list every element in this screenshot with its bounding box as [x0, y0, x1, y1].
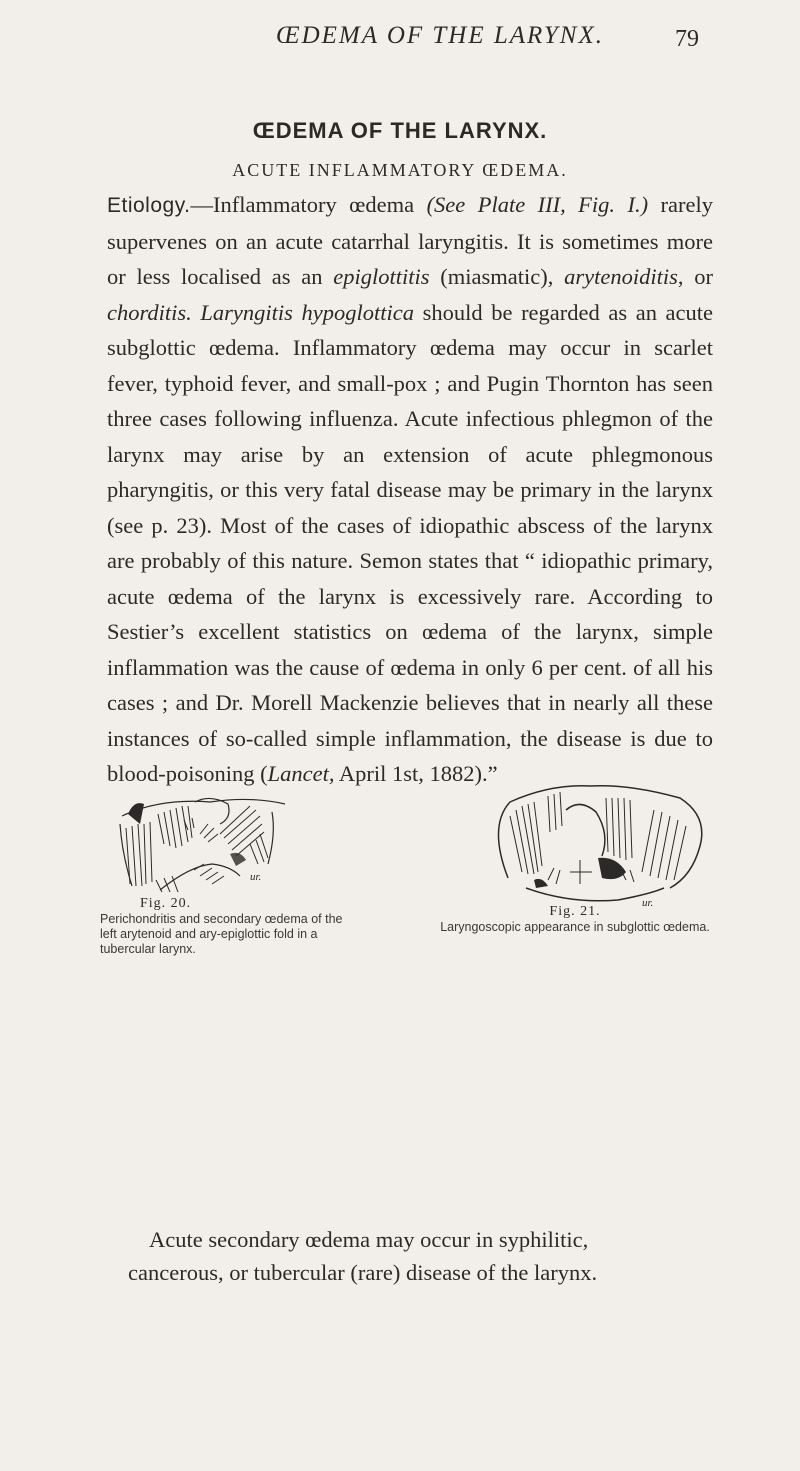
chapter-title: ŒDEMA OF THE LARYNX. [252, 118, 548, 143]
term-epiglottitis: epiglottitis [333, 264, 430, 289]
running-title: ŒDEMA OF THE LARYNX. [276, 22, 604, 49]
figure-20 [100, 794, 360, 957]
figure-21-caption: Laryngoscopic appearance in subglottic œdema. [440, 920, 710, 934]
term-laryngitis-hypoglottica: Laryngitis hypoglottica [200, 299, 415, 325]
text-run: —Inflammatory œdema [190, 192, 427, 217]
etiology-lead: Etiology. [107, 194, 191, 217]
figure-20-illustration [100, 794, 300, 894]
running-head [0, 22, 800, 62]
text-run: rarely supervenes on an acute catarrhal laryngitis. It is sometimes more or less localised as an [107, 192, 713, 289]
term-chorditis: chorditis. [107, 299, 192, 325]
text-run: should be regarded as an acute subglottic œdema. Inflammatory œdema may occur in scarlet fever, typhoid fever, and small-pox ; and Pugin Thornton has seen three cases following influenza. Acute infectious phlegmon of the larynx may arise by an extension of acute phlegmonous pharyngitis, or this very fatal disease may be primary in the larynx (see p. 23). Most of the cases of idiopathic abscess of the larynx are probably of this nature. Semon states that “ idiopathic primary, acute œdema of the larynx is excessively rare. According to Sestier’s excellent statistics on œdema of the larynx, simple inflammation was the cause of œdema in only 6 per cent. of all his cases ; and Dr. Morell Mackenzie believes that in nearly all these instances of so-called simple inflammation, the disease is due to blood-poisoning ( [107, 299, 714, 786]
closing-paragraph [128, 1223, 738, 1289]
engraver-mark: ur. [642, 897, 654, 908]
section-title: ACUTE INFLAMMATORY ŒDEMA. [232, 160, 568, 180]
term-arytenoiditis: arytenoiditis [564, 264, 678, 289]
figure-21-label: Fig. 21. [549, 904, 601, 919]
figure-21 [430, 776, 720, 935]
text-run: (miasmatic), [429, 264, 565, 289]
plate-reference: (See Plate III, Fig. I.) [426, 192, 649, 217]
engraver-mark: ur. [250, 871, 262, 883]
text-run: , or [677, 264, 713, 289]
figure-20-label: Fig. 20. [140, 896, 192, 911]
etiology-paragraph [107, 187, 713, 792]
closing-line-1: Acute secondary œdema may occur in syphilitic, [149, 1227, 589, 1252]
page-number: 79 [675, 26, 699, 52]
journal-name: Lancet, [267, 761, 335, 786]
figure-20-caption: Perichondritis and secondary œdema of the left arytenoid and ary-epiglottic fold in a tubercular larynx. [100, 912, 343, 956]
figure-21-illustration [430, 776, 720, 908]
text-run: April 1st, 1882).” [334, 761, 498, 786]
closing-line-2: cancerous, or tubercular (rare) disease of the larynx. [128, 1260, 598, 1285]
